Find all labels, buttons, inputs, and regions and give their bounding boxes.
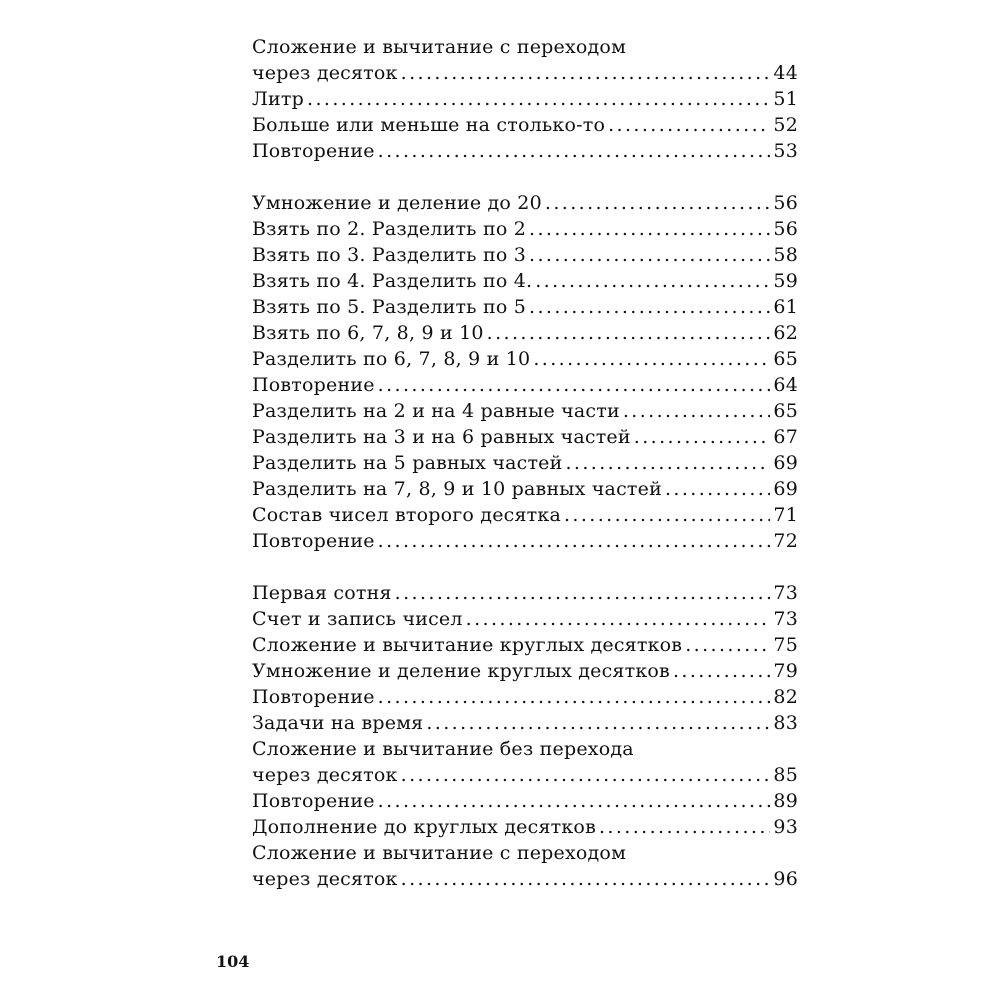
toc-entry[interactable] <box>252 476 798 502</box>
toc-entry-title: Сложение и вычитание круглых десятков <box>252 634 683 656</box>
toc-entry[interactable] <box>252 372 798 398</box>
toc-entry-page: 82 <box>773 686 798 708</box>
toc-entry-page: 83 <box>773 712 798 734</box>
toc-entry-title: Разделить по 6, 7, 8, 9 и 10 <box>252 348 531 370</box>
dot-leader <box>378 138 771 164</box>
toc-entry[interactable] <box>252 424 798 450</box>
dot-leader <box>545 190 771 216</box>
toc-entry[interactable] <box>252 112 798 138</box>
toc-entry[interactable] <box>252 710 798 736</box>
toc-entry-title: Повторение <box>252 790 375 812</box>
dot-leader <box>378 788 771 814</box>
toc-entry-page: 52 <box>773 114 798 136</box>
toc-entry-page: 75 <box>773 634 798 656</box>
dot-leader <box>487 320 771 346</box>
toc-entry-title: Разделить на 2 и на 4 равные части <box>252 400 620 422</box>
toc-entry-page: 64 <box>773 374 798 396</box>
toc-entry-title: Разделить на 5 равных частей <box>252 452 563 474</box>
toc-entry[interactable] <box>252 502 798 528</box>
dot-leader <box>564 502 770 528</box>
toc-entry-title: Сложение и вычитание с переходом <box>252 36 627 58</box>
toc-entry[interactable] <box>252 398 798 424</box>
toc-entry[interactable] <box>252 788 798 814</box>
toc-entry-page: 59 <box>773 270 798 292</box>
toc-entry-page: 65 <box>773 400 798 422</box>
toc-entry-title: Дополнение до круглых десятков <box>252 816 596 838</box>
toc-entry-page: 44 <box>773 62 798 84</box>
toc-entry-title: Больше или меньше на столько-то <box>252 114 606 136</box>
toc-entry[interactable] <box>252 528 798 554</box>
toc-entry-page: 89 <box>773 790 798 812</box>
toc-entry-title: Повторение <box>252 686 375 708</box>
toc-entry-page: 73 <box>773 582 798 604</box>
toc-entry[interactable] <box>252 606 798 632</box>
dot-leader <box>426 710 770 736</box>
toc-entry[interactable] <box>252 450 798 476</box>
toc-entry-title: Взять по 6, 7, 8, 9 и 10 <box>252 322 484 344</box>
toc-entry[interactable] <box>252 242 798 268</box>
toc-entry-page: 51 <box>773 88 798 110</box>
toc-entry[interactable] <box>252 840 798 866</box>
dot-leader <box>378 684 771 710</box>
toc-entry-page: 61 <box>773 296 798 318</box>
dot-leader <box>466 606 771 632</box>
dot-leader <box>529 216 770 242</box>
toc-entry-page: 53 <box>773 140 798 162</box>
table-of-contents <box>252 34 798 892</box>
toc-entry-title: Взять по 2. Разделить по 2 <box>252 218 526 240</box>
toc-entry-title: через десяток <box>252 764 398 786</box>
toc-entry-page: 58 <box>773 244 798 266</box>
toc-entry-page: 73 <box>773 608 798 630</box>
toc-entry-title: Разделить на 7, 8, 9 и 10 равных частей <box>252 478 662 500</box>
toc-entry[interactable] <box>252 86 798 112</box>
dot-leader <box>529 242 770 268</box>
dot-leader <box>401 866 771 892</box>
dot-leader <box>535 268 770 294</box>
dot-leader <box>599 814 770 840</box>
dot-leader <box>634 424 771 450</box>
toc-entry-title: Первая сотня <box>252 582 392 604</box>
toc-entry-page: 65 <box>773 348 798 370</box>
toc-group <box>252 34 798 164</box>
toc-entry-page: 56 <box>773 218 798 240</box>
toc-entry-page: 71 <box>773 504 798 526</box>
toc-entry-title: Разделить на 3 и на 6 равных частей <box>252 426 631 448</box>
toc-entry-page: 56 <box>773 192 798 214</box>
dot-leader <box>673 658 770 684</box>
dot-leader <box>307 86 770 112</box>
toc-entry-page: 72 <box>773 530 798 552</box>
dot-leader <box>565 450 770 476</box>
toc-entry-title: Повторение <box>252 374 375 396</box>
toc-entry-page: 69 <box>773 478 798 500</box>
toc-entry[interactable] <box>252 268 798 294</box>
toc-entry-title: через десяток <box>252 868 398 890</box>
toc-entry[interactable] <box>252 138 798 164</box>
toc-group <box>252 580 798 892</box>
dot-leader <box>685 632 770 658</box>
toc-entry-title: Сложение и вычитание без перехода <box>252 738 634 760</box>
dot-leader <box>623 398 771 424</box>
toc-entry-title: Умножение и деление круглых десятков <box>252 660 670 682</box>
dot-leader <box>401 762 771 788</box>
toc-entry[interactable] <box>252 736 798 762</box>
dot-leader <box>401 60 771 86</box>
toc-entry[interactable] <box>252 684 798 710</box>
toc-entry[interactable] <box>252 658 798 684</box>
toc-entry-title: Состав чисел второго десятка <box>252 504 561 526</box>
dot-leader <box>378 372 771 398</box>
toc-entry-title: Повторение <box>252 140 375 162</box>
toc-entry-page: 93 <box>773 816 798 838</box>
dot-leader <box>395 580 771 606</box>
toc-entry-page: 96 <box>773 868 798 890</box>
toc-entry[interactable] <box>252 814 798 840</box>
dot-leader <box>665 476 770 502</box>
dot-leader <box>378 528 771 554</box>
toc-entry-title: Взять по 3. Разделить по 3 <box>252 244 526 266</box>
toc-entry[interactable] <box>252 190 798 216</box>
toc-entry[interactable] <box>252 320 798 346</box>
toc-entry[interactable] <box>252 580 798 606</box>
toc-entry-page: 67 <box>773 426 798 448</box>
toc-entry[interactable] <box>252 34 798 60</box>
toc-entry-page: 62 <box>773 322 798 344</box>
toc-entry-title: Повторение <box>252 530 375 552</box>
toc-entry-title: Взять по 4. Разделить по 4. <box>252 270 533 292</box>
toc-entry-title: через десяток <box>252 62 398 84</box>
toc-entry[interactable] <box>252 866 798 892</box>
toc-entry-title: Сложение и вычитание с переходом <box>252 842 627 864</box>
page-number: 104 <box>216 952 250 971</box>
toc-entry-page: 85 <box>773 764 798 786</box>
toc-entry-title: Счет и запись чисел <box>252 608 463 630</box>
toc-entry-title: Умножение и деление до 20 <box>252 192 542 214</box>
toc-entry[interactable] <box>252 762 798 788</box>
dot-leader <box>533 346 770 372</box>
dot-leader <box>608 112 770 138</box>
toc-entry[interactable] <box>252 294 798 320</box>
toc-entry[interactable] <box>252 216 798 242</box>
toc-entry-page: 69 <box>773 452 798 474</box>
toc-entry-title: Литр <box>252 88 304 110</box>
toc-entry-title: Задачи на время <box>252 712 424 734</box>
toc-entry[interactable] <box>252 346 798 372</box>
toc-entry-title: Взять по 5. Разделить по 5 <box>252 296 526 318</box>
dot-leader <box>529 294 770 320</box>
toc-entry-page: 79 <box>773 660 798 682</box>
toc-entry[interactable] <box>252 60 798 86</box>
toc-entry[interactable] <box>252 632 798 658</box>
toc-group <box>252 190 798 554</box>
